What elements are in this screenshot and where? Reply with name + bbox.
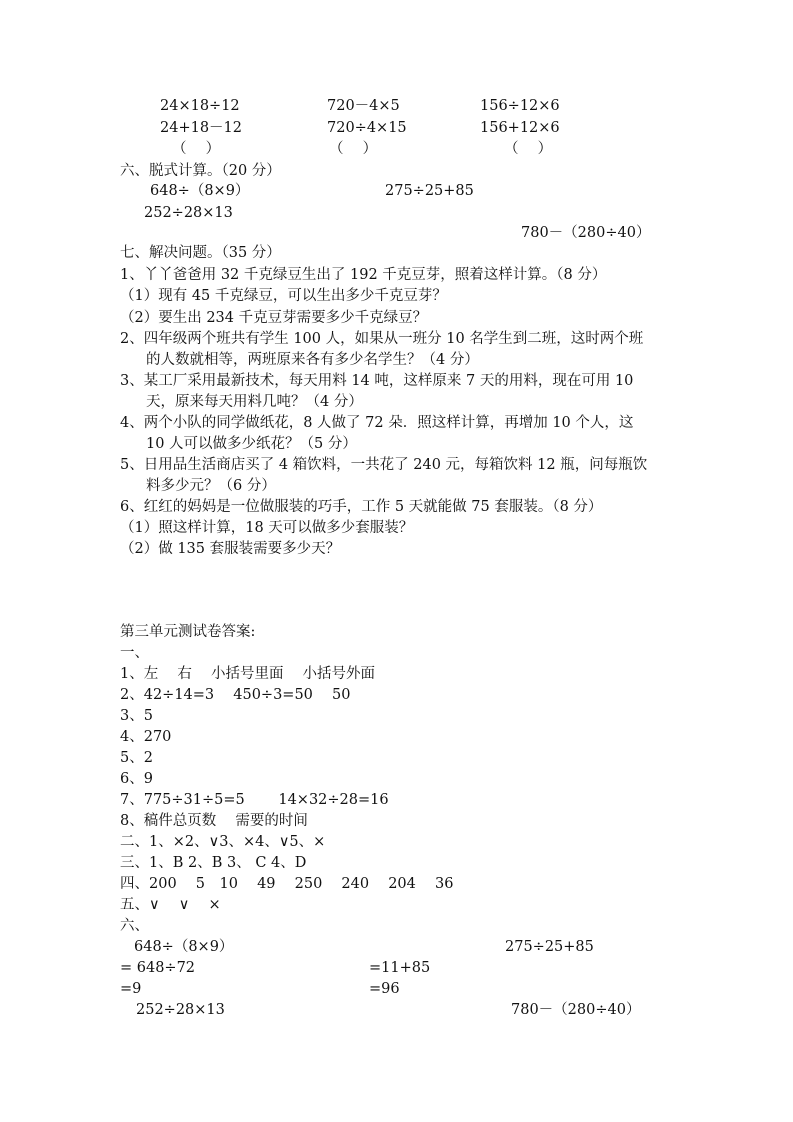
answer-line: 四、200 5 10 49 250 240 204 36 [120, 876, 454, 892]
answer-calc-b1: 275÷25+85 [505, 939, 594, 955]
answer-line: 5、2 [120, 750, 153, 766]
answer-line: 8、稿件总页数 需要的时间 [120, 813, 308, 829]
answer-calc-a2: = 648÷72 [120, 960, 196, 976]
answer-calc-a1: 648÷（8×9） [134, 939, 234, 955]
section-6-problem-1: 648÷（8×9） [150, 183, 250, 199]
answer-calc-a4: 252÷28×13 [136, 1002, 225, 1018]
problem-line: 4、两个小队的同学做纸花，8 人做了 72 朵．照这样计算，再增加 10 个人，这 [120, 415, 634, 431]
answer-line: 六、 [120, 918, 149, 934]
section-6-problem-2: 275÷25+85 [385, 183, 474, 199]
answer-blank-3[interactable]: （ ） [504, 141, 553, 157]
problem-line: 料多少元？（6 分） [146, 478, 276, 494]
compare-expr-2a: 720－4×5 [327, 98, 400, 114]
answer-line: 二、1、×2、∨3、×4、∨5、× [120, 834, 326, 850]
answer-line: 一、 [120, 645, 149, 661]
compare-expr-3b: 156+12×6 [480, 120, 560, 136]
answer-line: 1、左 右 小括号里面 小括号外面 [120, 666, 376, 682]
section-7-heading: 七、解决问题。（35 分） [120, 245, 281, 261]
section-6-problem-4: 780－（280÷40） [521, 225, 651, 241]
problem-line: 1、丫丫爸爸用 32 千克绿豆生出了 192 千克豆芽，照着这样计算。（8 分） [120, 267, 607, 283]
problem-line: （2）做 135 套服装需要多少天？ [120, 541, 341, 557]
answers-title: 第三单元测试卷答案: [120, 624, 256, 640]
answer-line: 三、1、B 2、B 3、 C 4、D [120, 855, 307, 871]
problem-line: 10 人可以做多少纸花？（5 分） [146, 436, 357, 452]
compare-expr-3a: 156÷12×6 [480, 98, 560, 114]
problem-line: 2、四年级两个班共有学生 100 人，如果从一班分 10 名学生到二班，这时两个班 [120, 331, 644, 347]
problem-line: 天，原来每天用料几吨？（4 分） [146, 394, 363, 410]
problem-line: （2）要生出 234 千克豆芽需要多少千克绿豆？ [120, 310, 428, 326]
section-6-problem-3: 252÷28×13 [144, 205, 233, 221]
answer-line: 五、∨ ∨ × [120, 897, 221, 913]
answer-line: 7、775÷31÷5=5 14×32÷28=16 [120, 792, 389, 808]
answer-line: 2、42÷14=3 450÷3=50 50 [120, 687, 351, 703]
problem-line: 5、日用品生活商店买了 4 箱饮料，一共花了 240 元，每箱饮料 12 瓶，问每瓶饮 [120, 457, 648, 473]
answer-line: 3、5 [120, 708, 153, 724]
section-6-heading: 六、脱式计算。（20 分） [120, 163, 281, 179]
compare-expr-1a: 24×18÷12 [160, 98, 240, 114]
problem-line: 3、某工厂采用最新技术，每天用料 14 吨，这样原来 7 天的用料，现在可用 10 [120, 373, 634, 389]
answer-calc-b2: =11+85 [369, 960, 431, 976]
problem-line: 6、红红的妈妈是一位做服装的巧手，工作 5 天就能做 75 套服装。（8 分） [120, 499, 603, 515]
answer-calc-b4: 780－（280÷40） [511, 1002, 641, 1018]
answer-line: 4、270 [120, 729, 172, 745]
problem-line: （1）现有 45 千克绿豆，可以生出多少千克豆芽？ [120, 288, 447, 304]
compare-expr-2b: 720÷4×15 [327, 120, 407, 136]
answer-blank-2[interactable]: （ ） [329, 141, 378, 157]
answer-calc-a3: =9 [120, 981, 142, 997]
compare-expr-1b: 24+18－12 [160, 120, 243, 136]
answer-calc-b3: =96 [369, 981, 400, 997]
problem-line: 的人数就相等，两班原来各有多少名学生？（4 分） [146, 352, 479, 368]
answer-blank-1[interactable]: （ ） [172, 141, 221, 157]
problem-line: （1）照这样计算，18 天可以做多少套服装？ [120, 520, 414, 536]
answer-line: 6、9 [120, 771, 153, 787]
